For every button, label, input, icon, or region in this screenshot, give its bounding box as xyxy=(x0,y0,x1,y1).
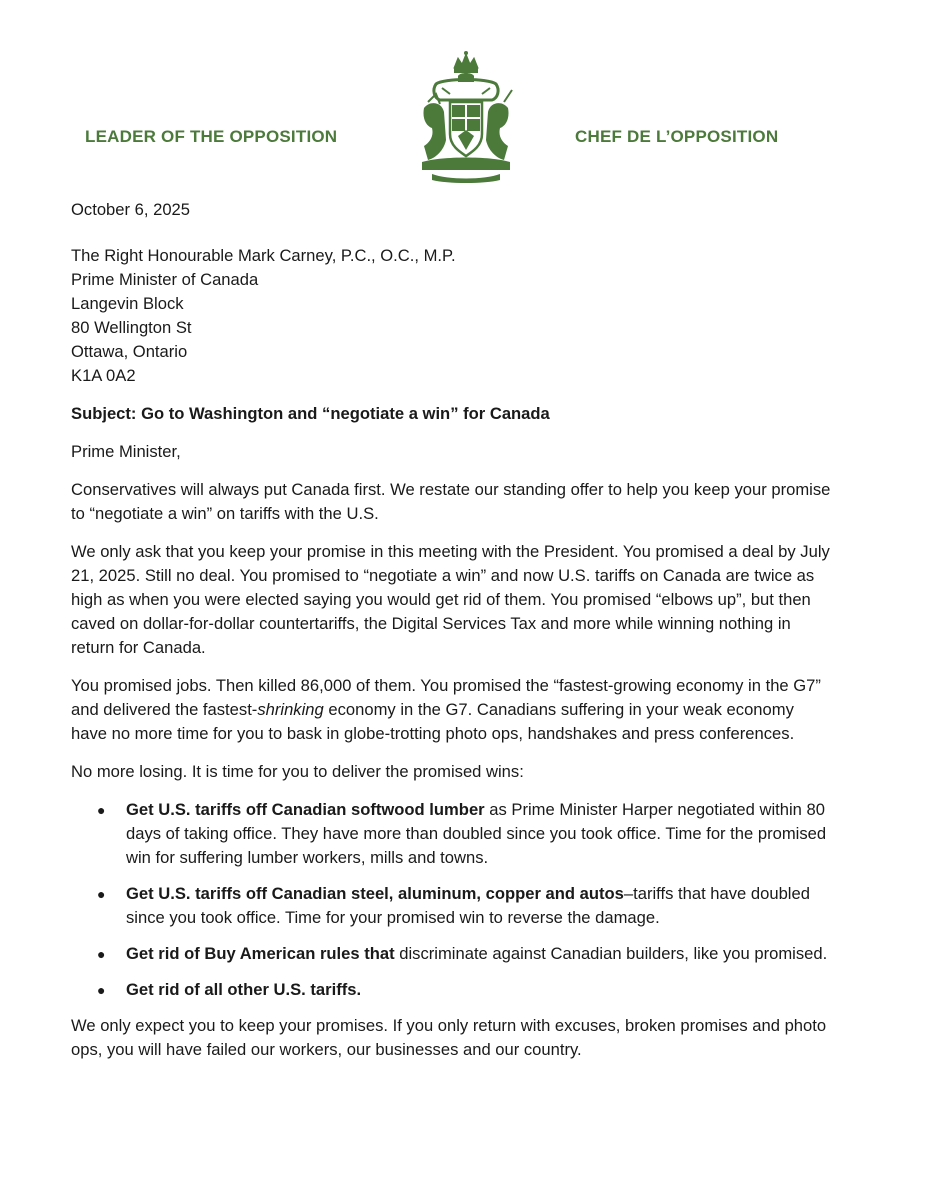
list-item xyxy=(71,882,831,930)
list-item-bold: Get U.S. tariffs off Canadian softwood lumber xyxy=(126,800,485,819)
list-item xyxy=(71,942,831,966)
letter-body xyxy=(71,198,831,1076)
list-item xyxy=(71,798,831,870)
address-line: Prime Minister of Canada xyxy=(71,270,259,289)
paragraph-5: We only expect you to keep your promises. If you only return with excuses, broken promises and photo ops, you will have failed our workers, our businesses and our country. xyxy=(71,1016,827,1059)
address-line: 80 Wellington St xyxy=(71,318,192,337)
letter-salutation: Prime Minister, xyxy=(71,442,181,461)
promised-wins-list xyxy=(71,798,831,1002)
paragraph-3-emphasis: shrinking xyxy=(257,700,324,719)
list-item-bold: Get rid of Buy American rules that xyxy=(126,944,395,963)
paragraph-3-part: You promised jobs. Then killed 86,000 of them. You promised the “fastest-growing economy in the G7” and delivered the fastest- xyxy=(71,676,821,719)
list-item-text: discriminate against Canadian builders, like you promised. xyxy=(394,944,828,963)
bullet-icon: ● xyxy=(97,802,106,818)
list-item-bold: Get rid of all other U.S. tariffs. xyxy=(126,980,362,999)
paragraph-3 xyxy=(71,674,831,746)
bullet-icon: ● xyxy=(97,886,106,902)
letterhead-french-title: CHEF DE L’OPPOSITION xyxy=(575,127,779,146)
paragraph-3-part: economy in the G7. Canadians suffering in your weak economy have no more time for you to bask in globe-trotting photo ops, handshakes and press conferences. xyxy=(71,700,795,743)
bullet-icon: ● xyxy=(97,946,106,962)
address-line: The Right Honourable Mark Carney, P.C., O.C., M.P. xyxy=(71,246,456,265)
letterhead-english-title: LEADER OF THE OPPOSITION xyxy=(85,127,338,146)
address-line: K1A 0A2 xyxy=(71,366,136,385)
list-item-text: –tariffs that have doubled since you took office. Time for your promised win to reverse the damage. xyxy=(126,884,810,927)
bullet-icon: ● xyxy=(97,982,106,998)
recipient-address xyxy=(71,244,831,388)
paragraph-2: We only ask that you keep your promise in this meeting with the President. You promised a deal by July 21, 2025. Still no deal. You promised to “negotiate a win” and now U.S. tariffs on Canada are twice as high as when you were elected saying you would get rid of them. You promised “elbows up”, but then caved on dollar-for-dollar countertariffs, the Digital Services Tax and more while winning nothing in return for Canada. xyxy=(71,542,830,657)
list-item xyxy=(71,978,831,1002)
letterhead xyxy=(0,0,928,190)
letter-subject: Subject: Go to Washington and “negotiate a win” for Canada xyxy=(71,404,550,423)
address-line: Langevin Block xyxy=(71,294,184,313)
address-line: Ottawa, Ontario xyxy=(71,342,188,361)
list-item-text: as Prime Minister Harper negotiated within 80 days of taking office. They have more than doubled since you took office. Time for the promised win for suffering lumber workers, mills and towns. xyxy=(126,800,827,867)
paragraph-1: Conservatives will always put Canada first. We restate our standing offer to help you keep your promise to “negotiate a win” on tariffs with the U.S. xyxy=(71,480,831,523)
list-item-bold: Get U.S. tariffs off Canadian steel, aluminum, copper and autos xyxy=(126,884,624,903)
canadian-coat-of-arms-icon xyxy=(414,50,518,184)
letter-date: October 6, 2025 xyxy=(71,200,191,219)
paragraph-4: No more losing. It is time for you to deliver the promised wins: xyxy=(71,762,524,781)
